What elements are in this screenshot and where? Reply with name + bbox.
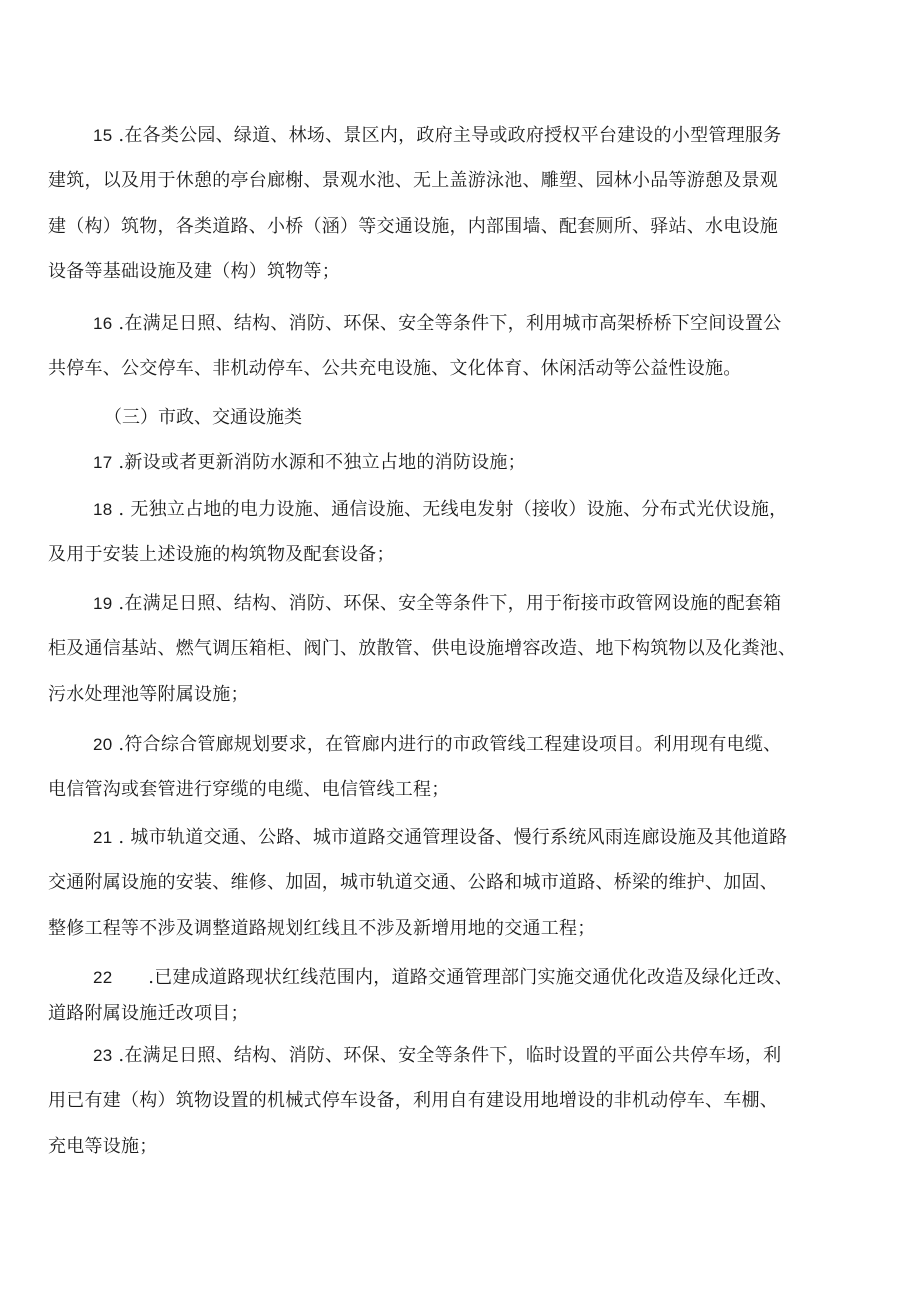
- item-text: . 无独立占地的电力设施、通信设施、无线电发射（接收）设施、分布式光伏设施，: [118, 499, 788, 520]
- item-text: 用已有建（构）筑物设置的机械式停车设备，利用自有建设用地增设的非机动停车、车棚、: [48, 1090, 778, 1112]
- item-text: 及用于安装上述设施的构筑物及配套设备；: [48, 544, 395, 566]
- item-text: .在各类公园、绿道、林场、景区内，政府主导或政府授权平台建设的小型管理服务: [118, 125, 782, 146]
- item-text: 柜及通信基站、燃气调压箱柜、阀门、放散管、供电设施增容改造、地下构筑物以及化粪池、: [48, 638, 797, 660]
- item-text: 整修工程等不涉及调整道路规划红线且不涉及新增用地的交通工程；: [48, 917, 596, 939]
- item-text: .在满足日照、结构、消防、环保、安全等条件下，临时设置的平面公共停车场，利: [118, 1045, 782, 1066]
- item-text: 充电等设施；: [48, 1135, 158, 1157]
- item-text: 电信管沟或套管进行穿缆的电缆、电信管线工程；: [48, 779, 450, 801]
- list-item-15: [48, 113, 868, 294]
- item-text: 共停车、公交停车、非机动停车、公共充电设施、文化体育、休闲活动等公益性设施。: [48, 358, 742, 380]
- item-number: 17: [93, 453, 113, 472]
- item-text: .已建成道路现状红线范围内，道路交通管理部门实施交通优化改造及绿化迁改、: [112, 967, 793, 988]
- item-text: .在满足日照、结构、消防、环保、安全等条件下，利用城市高架桥桥下空间设置公: [118, 313, 782, 334]
- item-number: 19: [93, 594, 113, 613]
- item-number: 21: [93, 828, 113, 847]
- item-text: .符合综合管廊规划要求，在管廊内进行的市政管线工程建设项目。利用现有电缆、: [118, 734, 782, 755]
- item-number: 15: [93, 126, 113, 145]
- item-text: . 城市轨道交通、公路、城市道路交通管理设备、慢行系统风雨连廊设施及其他道路: [118, 827, 788, 848]
- list-item-23: [48, 1033, 868, 1169]
- list-item-17: [48, 440, 868, 485]
- item-text: 设备等基础设施及建（构）筑物等；: [48, 260, 340, 282]
- list-item-21: [48, 815, 868, 951]
- item-text: .在满足日照、结构、消防、环保、安全等条件下，用于衔接市政管网设施的配套箱: [118, 593, 782, 614]
- list-item-19: [48, 581, 868, 717]
- list-item-20: [48, 722, 868, 813]
- item-text: 交通附属设施的安装、维修、加固，城市轨道交通、公路和城市道路、桥梁的维护、加固、: [48, 872, 778, 894]
- item-number: 20: [93, 735, 113, 754]
- item-number: 16: [93, 314, 113, 333]
- list-item-16: [48, 301, 868, 392]
- list-item-18: [48, 487, 868, 578]
- item-number: 23: [93, 1046, 113, 1065]
- item-text: 污水处理池等附属设施；: [48, 683, 249, 705]
- list-item-22: [48, 960, 868, 1032]
- item-number: 22: [93, 968, 113, 987]
- item-text: 道路附属设施迁改项目；: [48, 1003, 249, 1024]
- section-heading: （三）市政、交通设施类: [104, 407, 302, 428]
- item-number: 18: [93, 500, 113, 519]
- item-text: 建筑，以及用于休憩的亭台廊榭、景观水池、无上盖游泳池、雕塑、园林小品等游憩及景观: [48, 170, 778, 192]
- item-text: .新设或者更新消防水源和不独立占地的消防设施；: [112, 452, 526, 473]
- item-text: 建（构）筑物，各类道路、小桥（涵）等交通设施，内部围墙、配套厕所、驿站、水电设施: [48, 215, 778, 237]
